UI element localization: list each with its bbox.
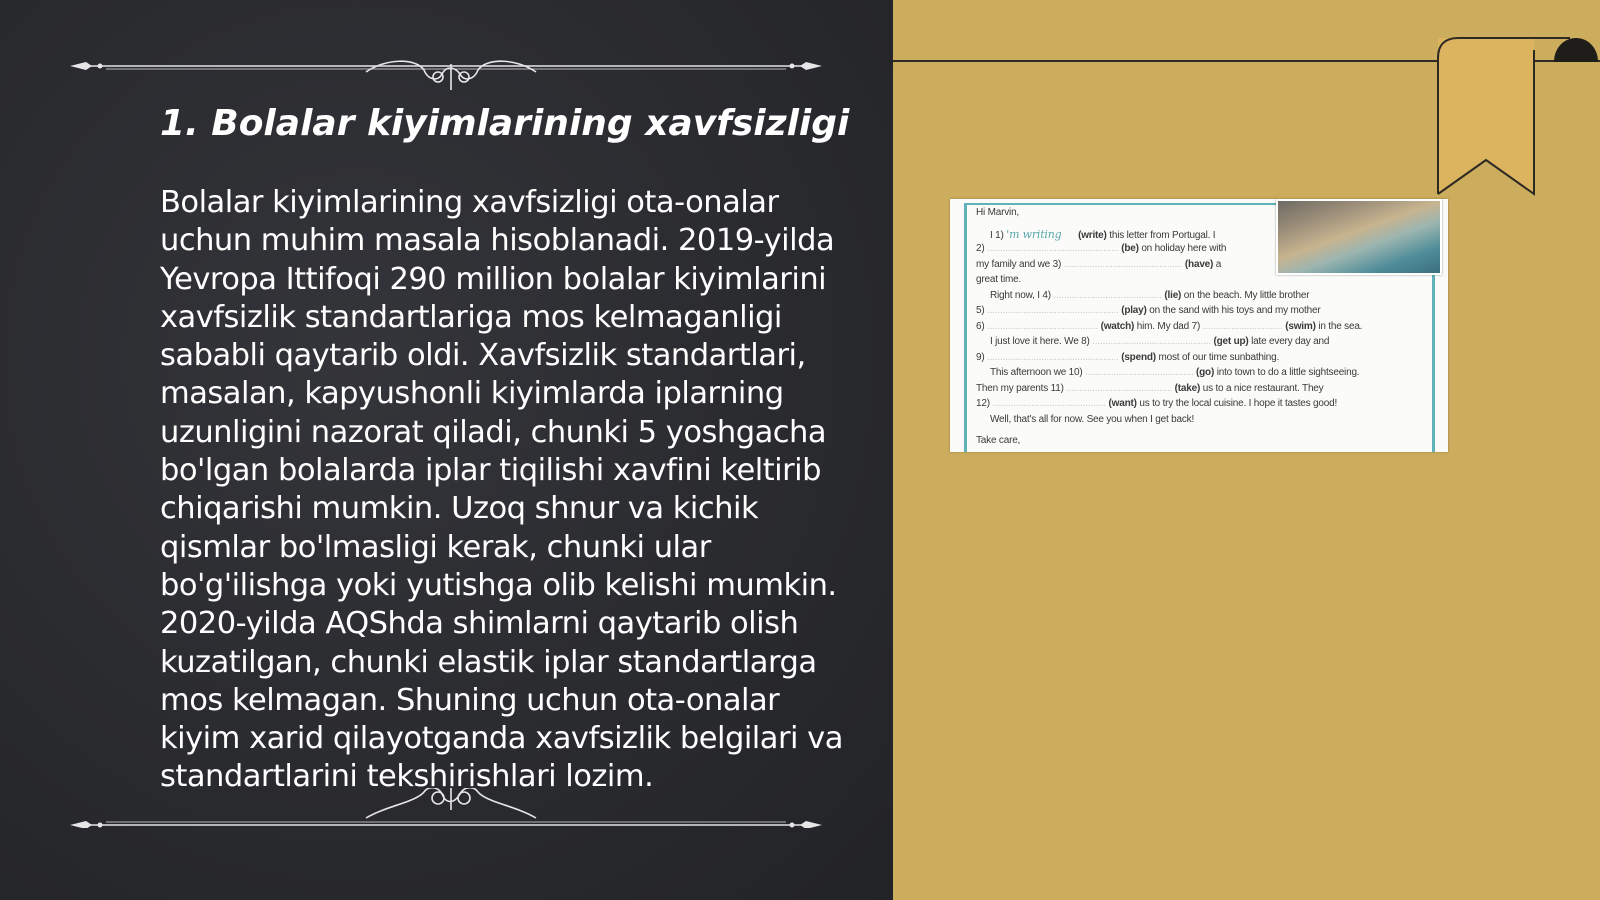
worksheet-border-left: [964, 203, 967, 452]
worksheet-line-8: I just love it here. We 8) .............................................. (get up) late every day and: [990, 336, 1330, 347]
slide-title: 1. Bolalar kiyimlarining xavfsizligi: [160, 103, 850, 144]
worksheet-line-10: This afternoon we 10) .......................................... (go) into town to do a little sightseeing.: [990, 367, 1360, 378]
worksheet-line-9: 9) ................................................... (spend) most of our time sunbathing.: [976, 352, 1280, 363]
worksheet-line-2: 2) ................................................... (be) on holiday here with: [976, 243, 1227, 254]
worksheet-line-1: I 1) 'm writing (write) this letter from Portugal. I: [990, 228, 1216, 241]
worksheet-line-7: 6) ........................................... (watch) him. My dad 7) ............................... (swim) in the sea.: [976, 321, 1363, 332]
worksheet-line-11: Then my parents 11) ......................................... (take) us to a nice restaurant. They: [976, 383, 1324, 394]
worksheet-image: [950, 199, 1448, 452]
worksheet-line-12: 12) ............................................ (want) us to try the local cuisine. I hope it tastes good!: [976, 398, 1338, 409]
worksheet-line-14: Take care,: [976, 435, 1021, 446]
worksheet-line-6: 5) ................................................... (play) on the sand with his toys and my mother: [976, 305, 1321, 316]
worksheet-line-4: great time.: [976, 274, 1022, 285]
worksheet-greeting: Hi Marvin,: [976, 207, 1020, 218]
slide-body-text: Bolalar kiyimlarining xavfsizligi ota-onalar uchun muhim masala hisoblanadi. 2019-yilda Yevropa Ittifoqi 290 million bolalar kiyimlarini xavfsizlik standartlariga mos kelmaganligi sababli qaytarib oldi. Xavfsizlik standartlari, masalan, kapyushonli kiyimlarda iplarning uzunligini nazorat qiladi, chunki 5 yoshgacha bo'lgan bolalarda iplar tiqilishi xavfini keltirib chiqarishi mumkin. Uzoq shnur va kichik qismlar bo'lmasligi kerak, chunki ular bo'g'ilishga yoki yutishga olib kelishi mumkin. 2020-yilda AQShda shimlarni qaytarib olish kuzatilgan, chunki elastik iplar standartlarga mos kelmagan. Shuning uchun ota-onalar kiyim xarid qilayotganda xavfsizlik belgilari va standartlarini tekshirishlari lozim.: [160, 185, 843, 795]
top-ornament-divider: [66, 50, 826, 90]
worksheet-line-5: Right now, I 4) .......................................... (lie) on the beach. My little brother: [990, 290, 1310, 301]
bookmark-ribbon-icon: [1430, 30, 1600, 200]
beach-photo: [1276, 199, 1442, 275]
worksheet-line-13: Well, that's all for now. See you when I get back!: [990, 414, 1195, 425]
worksheet-line-3: my family and we 3) .............................................. (have) a: [976, 259, 1222, 270]
